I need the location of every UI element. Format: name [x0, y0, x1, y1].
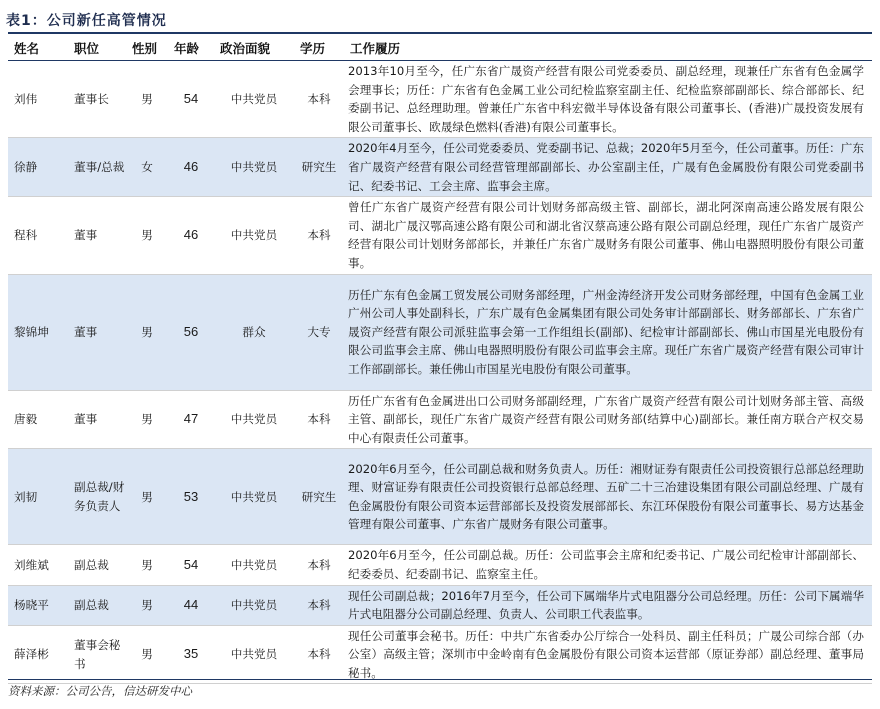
cell-age: 46 — [168, 197, 214, 274]
cell-gender: 男 — [126, 274, 168, 390]
cell-political: 中共党员 — [214, 585, 294, 625]
cell-position: 董事/总裁 — [68, 138, 126, 197]
cell-political: 中共党员 — [214, 449, 294, 545]
cell-gender: 男 — [126, 625, 168, 684]
cell-education: 研究生 — [294, 449, 344, 545]
cell-name: 刘维斌 — [8, 545, 68, 585]
cell-history: 现任公司副总裁；2016年7月至今，任公司下属端华片式电阻器分公司总经理。历任：公司下属端华片式电阻器分公司副总经理、负责人、公司职工代表监事。 — [344, 585, 872, 625]
cell-history: 历任广东有色金属工贸发展公司财务部经理，广州金涛经济开发公司财务部经理，中国有色金属工业广州公司人事处副科长，广东广晟有色金属集团有限公司处务审计部副部长、财务部部长、广东省广晟资产经营有限公司派驻监事会第一工作组组长(副部)、纪检审计部副部长、佛山市国星光电股份有限公司监事会主席、佛山电器照明股份有限公司监事会主席。现任广东省广晟资产经营有限公司审计工作部副部长。兼任佛山市国星光电股份有限公司董事。 — [344, 274, 872, 390]
bottom-rule — [8, 679, 872, 680]
cell-age: 35 — [168, 625, 214, 684]
cell-position: 董事 — [68, 274, 126, 390]
cell-political: 中共党员 — [214, 61, 294, 138]
cell-name: 薛泽彬 — [8, 625, 68, 684]
header-position: 职位 — [68, 35, 126, 61]
cell-history: 2020年6月至今，任公司副总裁。历任：公司监事会主席和纪委书记、广晟公司纪检审计部副部长、纪委委员、纪委副书记、监察室主任。 — [344, 545, 872, 585]
table-header-row — [8, 35, 872, 61]
table-row — [8, 197, 872, 274]
cell-position: 副总裁 — [68, 545, 126, 585]
cell-political: 群众 — [214, 274, 294, 390]
cell-history: 2020年6月至今，任公司副总裁和财务负责人。历任：湘财证券有限责任公司投资银行总部总经理助理、财富证券有限责任公司投资银行总部总经理、五矿二十三冶建设集团有限公司副总经理、广晟有色金属股份有限公司资本运营部部长及投资发展部部长、东江环保股份有限公司董事长、易方达基金管理有限公司董事、广东省广晟财务有限公司董事。 — [344, 449, 872, 545]
header-education: 学历 — [294, 35, 344, 61]
cell-age: 56 — [168, 274, 214, 390]
cell-political: 中共党员 — [214, 197, 294, 274]
cell-name: 杨晓平 — [8, 585, 68, 625]
table-title: 表1：公司新任高管情况 — [6, 13, 167, 29]
table-row — [8, 625, 872, 684]
cell-name: 徐静 — [8, 138, 68, 197]
cell-age: 44 — [168, 585, 214, 625]
table-row — [8, 274, 872, 390]
cell-age: 47 — [168, 390, 214, 449]
cell-gender: 男 — [126, 545, 168, 585]
cell-gender: 男 — [126, 61, 168, 138]
table-row — [8, 390, 872, 449]
cell-political: 中共党员 — [214, 390, 294, 449]
cell-gender: 男 — [126, 585, 168, 625]
cell-political: 中共党员 — [214, 625, 294, 684]
cell-education: 本科 — [294, 197, 344, 274]
cell-education: 本科 — [294, 585, 344, 625]
cell-age: 54 — [168, 61, 214, 138]
top-rule — [8, 32, 872, 34]
cell-position: 董事 — [68, 197, 126, 274]
cell-history: 2013年10月至今，任广东省广晟资产经营有限公司党委委员、副总经理，现兼任广东省有色金属学会理事长；历任：广东省有色金属工业公司纪检监察室副主任、纪检监察部副部长、综合部部长、纪委副书记、总经理助理。曾兼任广东省中科宏微半导体设备有限公司董事长、(香港)广晟投资发展有限公司董事长、欧晟绿色燃料(香港)有限公司董事长。 — [344, 61, 872, 138]
cell-gender: 女 — [126, 138, 168, 197]
cell-gender: 男 — [126, 197, 168, 274]
table-row — [8, 449, 872, 545]
table-row — [8, 138, 872, 197]
cell-position: 副总裁/财务负责人 — [68, 449, 126, 545]
header-gender: 性别 — [126, 35, 168, 61]
cell-position: 董事长 — [68, 61, 126, 138]
cell-name: 黎锦坤 — [8, 274, 68, 390]
cell-education: 本科 — [294, 545, 344, 585]
executives-table — [8, 35, 872, 684]
cell-gender: 男 — [126, 449, 168, 545]
cell-name: 刘伟 — [8, 61, 68, 138]
header-history: 工作履历 — [344, 35, 872, 61]
source-note: 资料来源：公司公告，信达研发中心 — [8, 684, 192, 698]
cell-education: 本科 — [294, 390, 344, 449]
cell-education: 大专 — [294, 274, 344, 390]
table-row — [8, 545, 872, 585]
cell-history: 现任公司董事会秘书。历任：中共广东省委办公厅综合一处科员、副主任科员；广晟公司综合部（办公室）高级主管；深圳市中金岭南有色金属股份有限公司资本运营部（原证券部）副总经理、董事局秘书。 — [344, 625, 872, 684]
cell-political: 中共党员 — [214, 545, 294, 585]
cell-age: 46 — [168, 138, 214, 197]
header-political: 政治面貌 — [214, 35, 294, 61]
cell-name: 程科 — [8, 197, 68, 274]
cell-age: 53 — [168, 449, 214, 545]
cell-position: 董事 — [68, 390, 126, 449]
cell-gender: 男 — [126, 390, 168, 449]
header-age: 年龄 — [168, 35, 214, 61]
cell-history: 2020年4月至今，任公司党委委员、党委副书记、总裁；2020年5月至今，任公司董事。历任：广东省广晟资产经营有限公司经营管理部副部长、办公室副主任，广晟有色金属股份有限公司党委副书记、纪委书记、工会主席、监事会主席。 — [344, 138, 872, 197]
header-name: 姓名 — [8, 35, 68, 61]
cell-position: 董事会秘书 — [68, 625, 126, 684]
cell-education: 研究生 — [294, 138, 344, 197]
cell-name: 刘韧 — [8, 449, 68, 545]
cell-education: 本科 — [294, 61, 344, 138]
cell-political: 中共党员 — [214, 138, 294, 197]
cell-history: 历任广东省有色金属进出口公司财务部副经理，广东省广晟资产经营有限公司计划财务部主管、高级主管、副部长，现任广东省广晟资产经营有限公司财务部(结算中心)副部长。兼任南方联合产权交易中心有限责任公司董事。 — [344, 390, 872, 449]
cell-age: 54 — [168, 545, 214, 585]
cell-history: 曾任广东省广晟资产经营有限公司计划财务部高级主管、副部长，湖北阿深南高速公路发展有限公司、湖北广晟汉鄂高速公路有限公司和湖北省汉蔡高速公路有限公司副总经理，现任广东省广晟资产经营有限公司计划财务部部长，并兼任广东省广晟财务有限公司董事、佛山电器照明股份有限公司董事。 — [344, 197, 872, 274]
cell-education: 本科 — [294, 625, 344, 684]
table-row — [8, 585, 872, 625]
cell-name: 唐毅 — [8, 390, 68, 449]
cell-position: 副总裁 — [68, 585, 126, 625]
table-row — [8, 61, 872, 138]
